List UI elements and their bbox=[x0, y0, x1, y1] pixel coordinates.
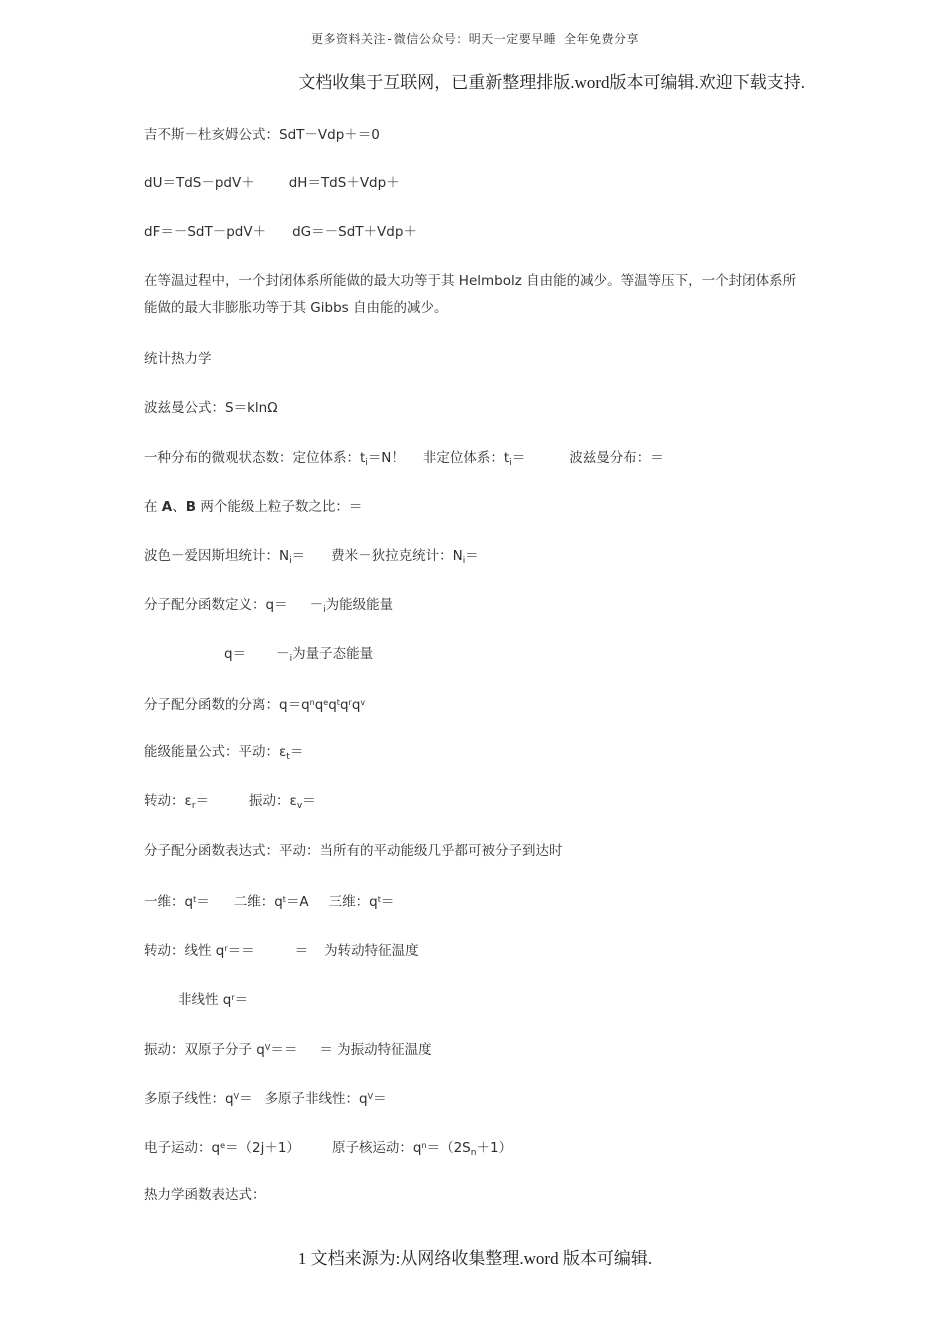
text: － bbox=[309, 597, 324, 613]
quantum-statistics-line bbox=[144, 546, 479, 571]
two-dim-label: 二维：q bbox=[233, 894, 283, 910]
nonlocalized-system-value: ＝ bbox=[511, 450, 526, 466]
text: ＋1） bbox=[476, 1140, 513, 1156]
vibrational-diatomic bbox=[144, 1038, 432, 1060]
rotational-nonlinear bbox=[178, 988, 248, 1010]
subscript: n bbox=[470, 1148, 477, 1158]
text: ＝ bbox=[234, 992, 249, 1008]
superscript: r bbox=[348, 698, 352, 707]
bose-einstein-label: 波色－爱因斯坦统计：N bbox=[144, 548, 290, 564]
superscript: t bbox=[282, 895, 286, 904]
superscript: r bbox=[224, 944, 228, 953]
text: 两个能级上粒子数之比：＝ bbox=[196, 499, 363, 515]
text: q bbox=[328, 697, 337, 713]
text: q bbox=[314, 697, 324, 713]
top-banner: 更多资料关注-微信公众号：明天一定要早睡 全年免费分享 bbox=[311, 32, 639, 46]
page-footer: 1 文档来源为:从网络收集整理.word 版本可编辑. bbox=[297, 1249, 653, 1268]
three-dim-label: 三维：q bbox=[328, 894, 378, 910]
text: ＝ bbox=[196, 894, 210, 910]
superscript: t bbox=[336, 698, 340, 707]
superscript: t bbox=[193, 895, 197, 904]
population-ratio-line bbox=[144, 497, 362, 517]
text: ＝ bbox=[291, 548, 306, 564]
subscript: v bbox=[296, 801, 303, 811]
text: ＝ bbox=[465, 548, 479, 564]
text: 多原子线性：q bbox=[144, 1091, 234, 1107]
text: － bbox=[276, 646, 290, 662]
superscript: e bbox=[220, 1141, 225, 1150]
text: ＝（2S bbox=[426, 1140, 471, 1156]
text: 、 bbox=[172, 499, 186, 515]
text: q＝ bbox=[224, 646, 247, 662]
superscript: n bbox=[421, 1141, 427, 1150]
localized-system-value: ＝N！ bbox=[367, 450, 405, 466]
text: 多原子非线性：q bbox=[264, 1091, 368, 1107]
text: q bbox=[339, 697, 349, 713]
superscript: r bbox=[231, 993, 235, 1002]
partition-function-separation bbox=[144, 693, 365, 715]
subscript: i bbox=[289, 654, 293, 664]
max-work-paragraph: 在等温过程中，一个封闭体系所能做的最大功等于其 Helmbolz 自由能的减少。等温等压下，一个封闭体系所能做的最大非膨胀功等于其 Gibbs 自由能的减少。 bbox=[144, 273, 797, 316]
superscript: e bbox=[323, 698, 329, 707]
text: ＝ bbox=[373, 1091, 387, 1107]
section-heading-statistical-thermodynamics: 统计热力学 bbox=[144, 351, 212, 367]
text: ＝＝ bbox=[227, 943, 255, 959]
level-b: B bbox=[185, 499, 197, 515]
du-equation: dU＝TdS－pdV＋ bbox=[144, 175, 255, 191]
subscript: i bbox=[323, 605, 326, 615]
subscript: i bbox=[509, 458, 512, 468]
text: ＝ 为振动特征温度 bbox=[319, 1042, 432, 1058]
text: ＝ bbox=[195, 793, 210, 809]
one-dim-label: 一维：q bbox=[144, 894, 194, 910]
superscript: V bbox=[264, 1043, 271, 1052]
text: ＝＝ bbox=[270, 1042, 298, 1058]
vibrational-polyatomic bbox=[144, 1087, 387, 1109]
thermo-equations-row-1 bbox=[144, 173, 400, 193]
text: 为转动特征温度 bbox=[324, 943, 419, 959]
thermo-equations-row-2 bbox=[144, 222, 417, 242]
text: ＝（2j＋1） bbox=[225, 1140, 300, 1156]
superscript: V bbox=[233, 1092, 240, 1101]
text: 能级能量公式：平动：ε bbox=[144, 744, 287, 760]
subscript: i bbox=[289, 556, 292, 566]
text: ＝ bbox=[294, 943, 309, 959]
text: 为能级能量 bbox=[325, 597, 394, 613]
subscript: t bbox=[286, 752, 290, 762]
text: 振动：双原子分子 q bbox=[144, 1042, 265, 1058]
text: 电子运动：q bbox=[144, 1140, 221, 1156]
fermi-dirac-label: 费米－狄拉克统计：N bbox=[331, 548, 463, 564]
rotational-linear bbox=[144, 939, 419, 961]
text: q bbox=[351, 697, 361, 713]
gibbs-duhem-formula: 吉不斯－杜亥姆公式：SdT－Vdp＋＝0 bbox=[144, 127, 380, 143]
text: 非线性 q bbox=[178, 992, 232, 1008]
partition-function-expression-heading: 分子配分函数表达式：平动：当所有的平动能级几乎都可被分子到达时 bbox=[144, 843, 563, 859]
dg-equation: dG＝－SdT＋Vdp＋ bbox=[292, 224, 417, 240]
boltzmann-formula: 波兹曼公式：S＝klnΩ bbox=[144, 400, 278, 416]
boltzmann-distribution-label: 波兹曼分布：＝ bbox=[569, 450, 664, 466]
text: 分子配分函数定义：q＝ bbox=[144, 597, 288, 613]
subscript: r bbox=[191, 801, 196, 811]
nonlocalized-system-label: 非定位体系：t bbox=[422, 450, 510, 466]
dh-equation: dH＝TdS＋Vdp＋ bbox=[288, 175, 400, 191]
text: ＝ bbox=[302, 793, 316, 809]
superscript: t bbox=[377, 895, 381, 904]
df-equation: dF＝－SdT－pdV＋ bbox=[144, 224, 267, 240]
text: ＝A bbox=[285, 894, 309, 910]
text: ＝ bbox=[380, 894, 395, 910]
text: 转动：线性 q bbox=[144, 943, 225, 959]
superscript: V bbox=[367, 1092, 374, 1101]
header-note: 文档收集于互联网，已重新整理排版.word版本可编辑.欢迎下载支持. bbox=[298, 73, 805, 92]
text: ＝ bbox=[289, 744, 304, 760]
microstate-count-line bbox=[144, 448, 664, 473]
localized-system-label: 一种分布的微观状态数：定位体系：t bbox=[144, 450, 366, 466]
text: ＝ bbox=[239, 1091, 253, 1107]
text: 在 bbox=[144, 499, 162, 515]
thermo-function-expression-heading: 热力学函数表达式： bbox=[144, 1187, 266, 1203]
electronic-nuclear-partition bbox=[144, 1136, 512, 1163]
energy-level-translational bbox=[144, 742, 303, 767]
text: 为量子态能量 bbox=[292, 646, 374, 662]
partition-function-definition-1 bbox=[144, 595, 393, 620]
superscript: v bbox=[360, 698, 366, 707]
subscript: i bbox=[462, 556, 466, 566]
energy-level-rot-vib bbox=[144, 791, 316, 816]
text: 分子配分函数的分离：q＝q bbox=[144, 697, 310, 713]
rotational-label: 转动：ε bbox=[144, 793, 192, 809]
text: 原子核运动：q bbox=[331, 1140, 422, 1156]
subscript: i bbox=[365, 458, 368, 468]
superscript: n bbox=[309, 698, 315, 707]
vibrational-label: 振动：ε bbox=[249, 793, 297, 809]
translational-partition-functions bbox=[144, 890, 394, 912]
level-a: A bbox=[161, 499, 173, 515]
partition-function-definition-2 bbox=[224, 644, 373, 669]
